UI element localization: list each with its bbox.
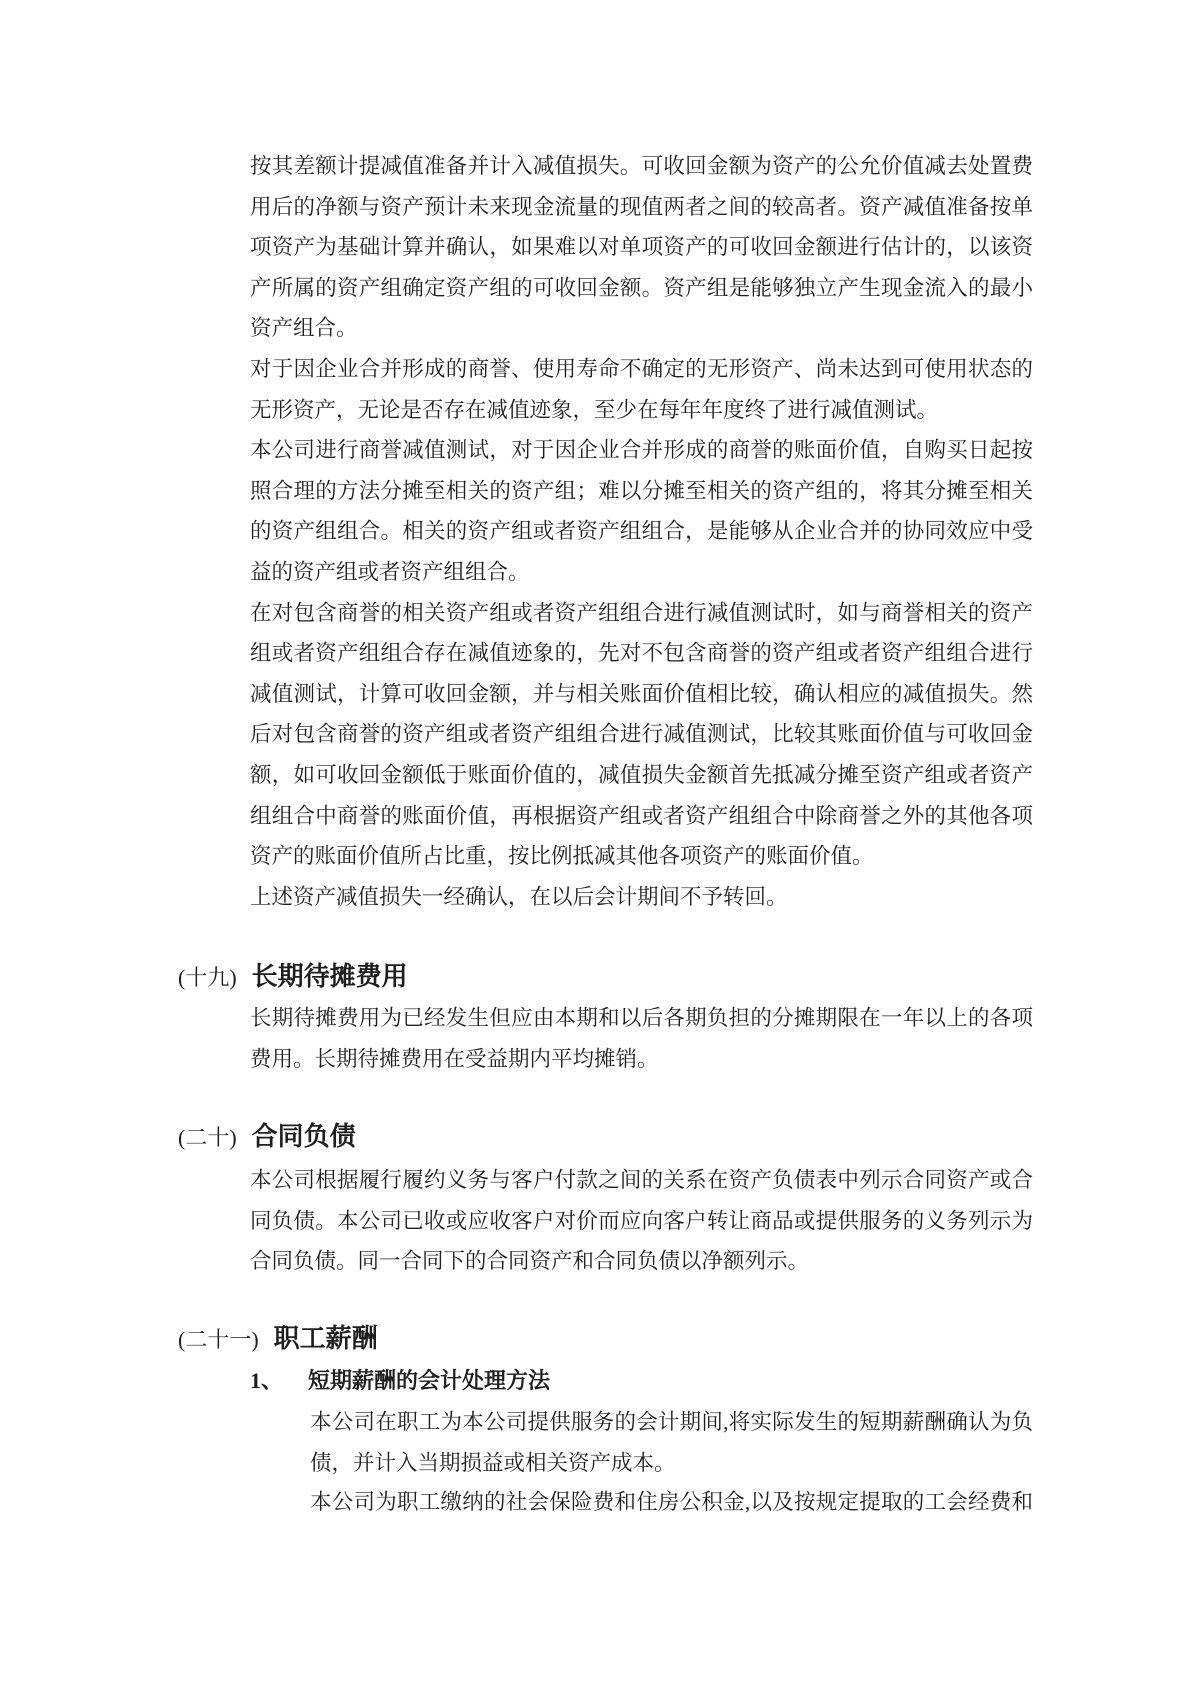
subsection-paragraph-2: 本公司为职工缴纳的社会保险费和住房公积金,以及按规定提取的工会经费和: [310, 1490, 1033, 1514]
paragraph-impairment-measurement: 按其差额计提减值准备并计入减值损失。可收回金额为资产的公允价值减去处置费用后的净额与资产预计未来现金流量的现值两者之间的较高者。资产减值准备按单项资产为基础计算并确认，如果难以对单项资产的可收回金额进行估计的，以该资产所属的资产组确定资产组的可收回金额。资产组是能够独立产生现金流入的最小资产组合。: [250, 154, 1033, 341]
section-number: (二十): [178, 1125, 237, 1150]
section-title: 职工薪酬: [273, 1324, 378, 1353]
subsection-title: 短期薪酬的会计处理方法: [308, 1368, 551, 1393]
paragraph-goodwill-annual-test: 对于因企业合并形成的商誉、使用寿命不确定的无形资产、尚未达到可使用状态的无形资产，无论是否存在减值迹象，至少在每年年度终了进行减值测试。: [250, 356, 1033, 422]
section-number: (二十一): [178, 1327, 259, 1352]
impairment-policy-text-block: [250, 146, 1033, 917]
section-number: (十九): [178, 965, 237, 990]
section-header-20: [178, 1117, 356, 1158]
paragraph-no-reversal: 上述资产减值损失一经确认，在以后会计期间不予转回。: [250, 884, 788, 909]
paragraph-goodwill-test-procedure: 在对包含商誉的相关资产组或者资产组组合进行减值测试时，如与商誉相关的资产组或者资产组组合存在减值迹象的，先对不包含商誉的资产组或者资产组组合进行减值测试，计算可收回金额，并与相关账面价值相比较，确认相应的减值损失。然后对包含商誉的资产组或者资产组组合进行减值测试，比较其账面价值与可收回金额，如可收回金额低于账面价值的，减值损失金额首先抵减分摊至资产组或者资产组组合中商誉的账面价值，再根据资产组或者资产组组合中除商誉之外的其他各项资产的账面价值所占比重，按比例抵减其他各项资产的账面价值。: [250, 600, 1033, 869]
section-title: 合同负债: [251, 1122, 356, 1151]
subsection-header-1: [250, 1361, 550, 1401]
section-title: 长期待摊费用: [251, 962, 408, 991]
section-header-19: [178, 957, 408, 998]
section-header-21: [178, 1319, 378, 1360]
section-20-paragraph: 本公司根据履行履约义务与客户付款之间的关系在资产负债表中列示合同资产或合同负债。本公司已收或应收客户对价而应向客户转让商品或提供服务的义务列示为合同负债。同一合同下的合同资产和合同负债以净额列示。: [250, 1168, 1033, 1274]
subsection-number: 1、: [250, 1368, 284, 1393]
section-19-paragraph: 长期待摊费用为已经发生但应由本期和以后各期负担的分摊期限在一年以上的各项费用。长期待摊费用在受益期内平均摊销。: [250, 1006, 1033, 1071]
paragraph-goodwill-allocation: 本公司进行商誉减值测试，对于因企业合并形成的商誉的账面价值，自购买日起按照合理的方法分摊至相关的资产组；难以分摊至相关的资产组的，将其分摊至相关的资产组组合。相关的资产组或者资产组组合，是能够从企业合并的协同效应中受益的资产组或者资产组组合。: [250, 438, 1033, 584]
subsection-paragraph-1: 本公司在职工为本公司提供服务的会计期间,将实际发生的短期薪酬确认为负债，并计入当期损益或相关资产成本。: [310, 1410, 1033, 1475]
